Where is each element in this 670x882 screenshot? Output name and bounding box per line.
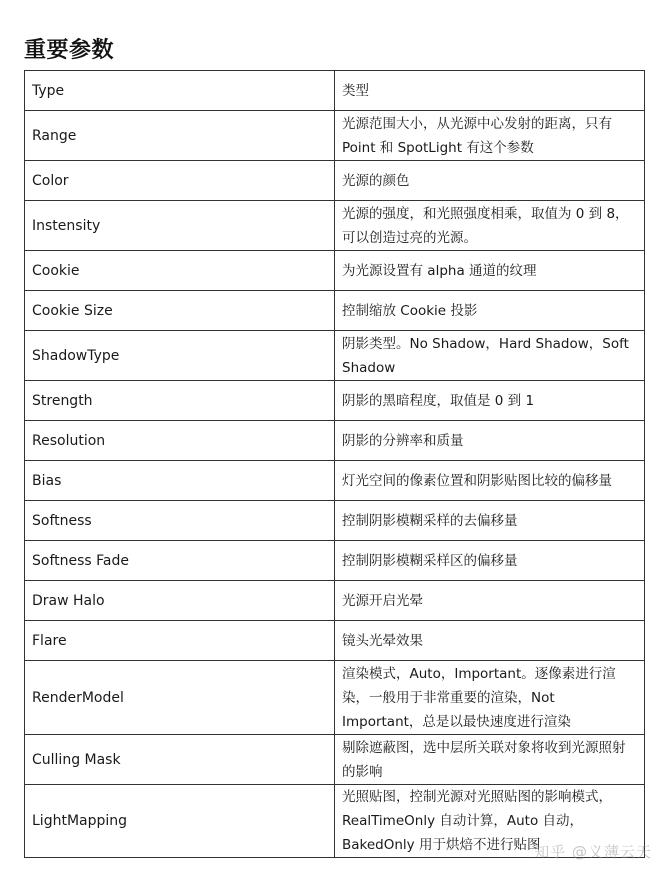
table-row [25, 661, 645, 735]
table-row [25, 251, 645, 291]
param-description-cell: 光源范围大小，从光源中心发射的距离，只有Point 和 SpotLight 有这个参数 [335, 111, 645, 161]
table-row [25, 111, 645, 161]
param-name-cell: Culling Mask [25, 735, 335, 785]
param-name-cell: Draw Halo [25, 581, 335, 621]
param-name-cell: Instensity [25, 201, 335, 251]
table-row [25, 291, 645, 331]
param-description-cell: 光源的颜色 [335, 161, 645, 201]
param-description-cell: 光照贴图，控制光源对光照贴图的影响模式，RealTimeOnly 自动计算，Auto 自动，BakedOnly 用于烘焙不进行贴图 [335, 785, 645, 858]
table-row [25, 501, 645, 541]
param-description-cell: 控制阴影模糊采样的去偏移量 [335, 501, 645, 541]
param-description-cell: 控制缩放 Cookie 投影 [335, 291, 645, 331]
param-name-cell: LightMapping [25, 785, 335, 858]
table-row [25, 581, 645, 621]
table-row [25, 541, 645, 581]
param-description-cell: 类型 [335, 71, 645, 111]
param-description-cell: 渲染模式，Auto，Important。逐像素进行渲染，一般用于非常重要的渲染，Not Important，总是以最快速度进行渲染 [335, 661, 645, 735]
table-row [25, 161, 645, 201]
param-description-cell: 阴影类型。No Shadow，Hard Shadow，Soft Shadow [335, 331, 645, 381]
param-name-cell: RenderModel [25, 661, 335, 735]
param-description-cell: 剔除遮蔽图，选中层所关联对象将收到光源照射的影响 [335, 735, 645, 785]
param-description-cell: 阴影的黑暗程度，取值是 0 到 1 [335, 381, 645, 421]
table-row [25, 71, 645, 111]
param-name-cell: Cookie Size [25, 291, 335, 331]
param-name-cell: Type [25, 71, 335, 111]
param-description-cell: 为光源设置有 alpha 通道的纹理 [335, 251, 645, 291]
param-name-cell: ShadowType [25, 331, 335, 381]
table-row [25, 735, 645, 785]
param-name-cell: Softness Fade [25, 541, 335, 581]
table-row [25, 331, 645, 381]
param-name-cell: Softness [25, 501, 335, 541]
table-row [25, 461, 645, 501]
param-description-cell: 光源的强度，和光照强度相乘，取值为 0 到 8，可以创造过亮的光源。 [335, 201, 645, 251]
param-name-cell: Strength [25, 381, 335, 421]
param-description-cell: 光源开启光晕 [335, 581, 645, 621]
param-description-cell: 阴影的分辨率和质量 [335, 421, 645, 461]
table-row [25, 421, 645, 461]
param-name-cell: Resolution [25, 421, 335, 461]
table-row [25, 201, 645, 251]
watermark: 知乎 @义薄云天 [534, 843, 652, 861]
param-description-cell: 镜头光晕效果 [335, 621, 645, 661]
parameters-table [24, 70, 645, 858]
param-description-cell: 灯光空间的像素位置和阴影贴图比较的偏移量 [335, 461, 645, 501]
table-row [25, 621, 645, 661]
section-heading: 重要参数 [24, 38, 115, 63]
param-name-cell: Range [25, 111, 335, 161]
param-name-cell: Color [25, 161, 335, 201]
table-row [25, 381, 645, 421]
param-name-cell: Flare [25, 621, 335, 661]
param-description-cell: 控制阴影模糊采样区的偏移量 [335, 541, 645, 581]
param-name-cell: Cookie [25, 251, 335, 291]
param-name-cell: Bias [25, 461, 335, 501]
